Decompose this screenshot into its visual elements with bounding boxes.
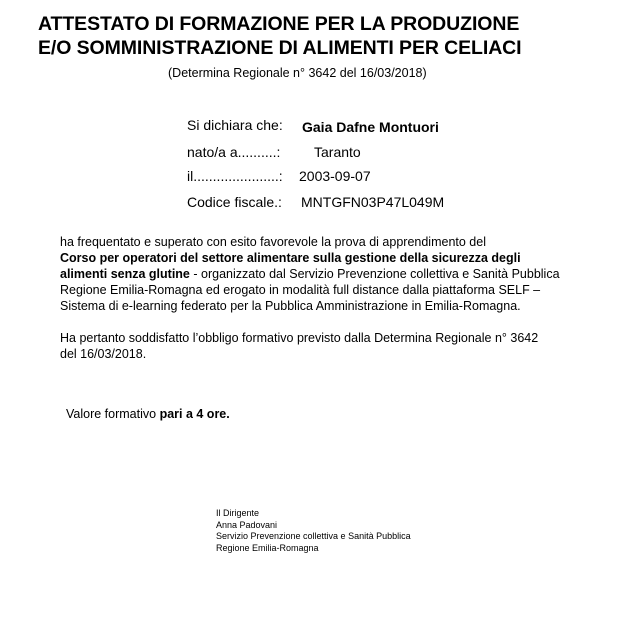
birthdate-value: 2003-09-07 — [299, 168, 371, 184]
signatory-region: Regione Emilia-Romagna — [216, 542, 319, 553]
training-value — [66, 407, 230, 421]
course-title-line-2: alimenti senza glutine — [60, 267, 190, 281]
birthdate-label: il......................: — [187, 168, 283, 184]
certificate-title-line-2: E/O SOMMINISTRAZIONE DI ALIMENTI PER CELIACI — [38, 37, 522, 59]
attendance-line-4: Regione Emilia-Romagna ed erogato in modalità full distance dalla piattaforma SELF – — [60, 283, 541, 297]
fulfillment-line-1: Ha pertanto soddisfatto l’obbligo formativo previsto dalla Determina Regionale n° 3642 — [60, 331, 539, 345]
attendance-paragraph — [60, 234, 580, 314]
attendance-line-1: ha frequentato e superato con esito favorevole la prova di apprendimento del — [60, 235, 486, 249]
signatory-role: Il Dirigente — [216, 508, 260, 518]
recipient-name: Gaia Dafne Montuori — [302, 119, 439, 135]
signature-block — [216, 508, 411, 554]
signatory-department: Servizio Prevenzione collettiva e Sanità Pubblica — [216, 531, 411, 541]
certificate-title — [38, 12, 521, 60]
birthplace-value: Taranto — [314, 144, 361, 160]
name-label: Si dichiara che: — [187, 117, 283, 133]
attendance-line-5: Sistema di e-learning federato per la Pubblica Amministrazione in Emilia-Romagna. — [60, 299, 521, 313]
birthplace-label: nato/a a..........: — [187, 144, 281, 160]
course-title-line-1: Corso per operatori del settore alimentare sulla gestione della sicurezza degli — [60, 251, 521, 265]
tax-code-value: MNTGFN03P47L049M — [301, 194, 445, 210]
regulation-reference: (Determina Regionale n° 3642 del 16/03/2018) — [168, 66, 427, 80]
fulfillment-paragraph — [60, 330, 580, 362]
training-value-hours: pari a 4 ore. — [159, 407, 230, 421]
signatory-name: Anna Padovani — [216, 519, 278, 530]
tax-code-label: Codice fiscale.: — [187, 194, 282, 210]
organizer-text: - organizzato dal Servizio Prevenzione collettiva e Sanità Pubblica — [189, 267, 560, 281]
certificate-title-line-1: ATTESTATO DI FORMAZIONE PER LA PRODUZIONE — [38, 13, 520, 35]
fulfillment-line-2: del 16/03/2018. — [60, 347, 147, 361]
training-value-label: Valore formativo — [66, 407, 160, 421]
attendance-line-3 — [60, 266, 580, 282]
